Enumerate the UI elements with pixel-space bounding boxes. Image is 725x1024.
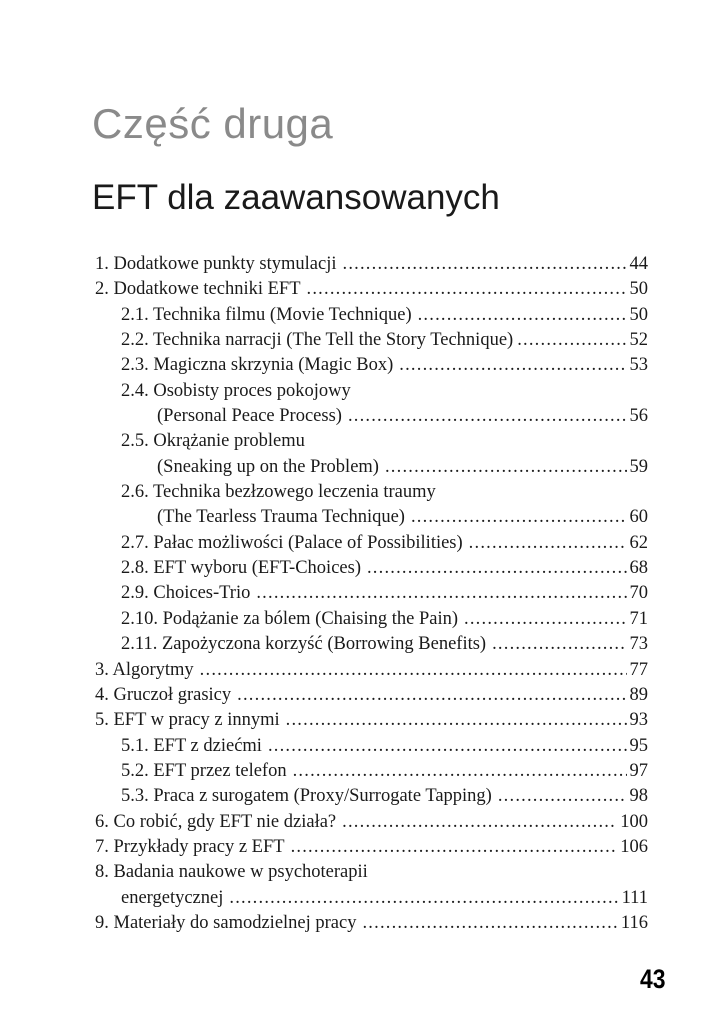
toc-entry-title: 6. Co robić, gdy EFT nie działa? <box>95 811 337 832</box>
toc-entry-title: 7. Przykłady pracy z EFT <box>95 836 285 857</box>
toc-entry-page: 116 <box>620 912 648 933</box>
toc-entry-title: 2.2. Technika narracji (The Tell the Story Technique) <box>121 330 514 351</box>
toc-entry <box>95 429 648 454</box>
toc-entry-page: 56 <box>629 406 648 427</box>
part-title: Część druga <box>92 100 334 147</box>
toc-entry <box>95 581 648 606</box>
toc-entry <box>95 531 648 556</box>
toc-entry-page: 71 <box>629 608 648 629</box>
toc-entry <box>95 353 648 378</box>
toc-dot-leader <box>492 632 626 657</box>
toc-dot-leader <box>399 353 626 378</box>
toc-entry-page: 50 <box>629 279 648 300</box>
toc-entry-title: energetycznej <box>121 887 224 908</box>
toc-dot-leader <box>464 607 626 632</box>
toc-entry <box>95 379 648 404</box>
toc-entry-title: 2.3. Magiczna skrzynia (Magic Box) <box>121 355 394 376</box>
toc-dot-leader <box>362 911 617 936</box>
toc-entry-title: 2.5. Okrążanie problemu <box>121 431 305 452</box>
toc-entry-title: 2.8. EFT wyboru (EFT-Choices) <box>121 558 361 579</box>
toc-entry-page: 53 <box>629 355 648 376</box>
toc-entry <box>95 784 648 809</box>
toc-entry <box>95 404 648 429</box>
toc-dot-leader <box>293 759 627 784</box>
toc-entry-title: 5. EFT w pracy z innymi <box>95 710 280 731</box>
toc-entry <box>95 556 648 581</box>
toc-entry <box>95 759 648 784</box>
toc-entry-title: 2.7. Pałac możliwości (Palace of Possibilities) <box>121 532 463 553</box>
toc-dot-leader <box>229 886 618 911</box>
toc-entry-title: 9. Materiały do samodzielnej pracy <box>95 912 357 933</box>
toc-entry-page: 52 <box>629 330 648 351</box>
toc-entry <box>95 683 648 708</box>
toc-entry-title: 8. Badania naukowe w psychoterapii <box>95 862 368 883</box>
toc-entry <box>95 607 648 632</box>
toc-entry-title: 3. Algorytmy <box>95 659 194 680</box>
toc-dot-leader <box>418 303 627 328</box>
toc-entry <box>95 835 648 860</box>
toc-entry-title: 2.9. Choices-Trio <box>121 583 251 604</box>
toc-entry-title: (The Tearless Trauma Technique) <box>157 507 405 528</box>
toc-entry <box>95 708 648 733</box>
toc-entry-page: 62 <box>629 532 648 553</box>
toc-entry-page: 93 <box>629 710 648 731</box>
toc-entry <box>95 455 648 480</box>
toc-dot-leader <box>517 328 626 353</box>
toc-entry-title: 5.3. Praca z surogatem (Proxy/Surrogate Tapping) <box>121 786 492 807</box>
toc-entry-title: (Sneaking up on the Problem) <box>157 456 379 477</box>
toc-dot-leader <box>256 581 626 606</box>
toc-entry-title: 2.1. Technika filmu (Movie Technique) <box>121 304 412 325</box>
toc-entry-page: 70 <box>629 583 648 604</box>
toc-entry <box>95 734 648 759</box>
toc-dot-leader <box>200 658 627 683</box>
toc-entry <box>95 860 648 885</box>
toc-dot-leader <box>291 835 618 860</box>
part-subtitle: EFT dla zaawansowanych <box>92 178 500 217</box>
toc-entry <box>95 252 648 277</box>
toc-dot-leader <box>342 810 617 835</box>
toc-entry-page: 89 <box>629 684 648 705</box>
toc-dot-leader <box>307 277 627 302</box>
toc-entry-title: 2.11. Zapożyczona korzyść (Borrowing Benefits) <box>121 634 487 655</box>
toc-entry-page: 68 <box>629 558 648 579</box>
toc-dot-leader <box>343 252 627 277</box>
toc-dot-leader <box>268 734 627 759</box>
toc-entry-page: 77 <box>629 659 648 680</box>
toc-dot-leader <box>367 556 627 581</box>
toc-entry <box>95 480 648 505</box>
toc-entry <box>95 505 648 530</box>
toc-entry-title: 4. Gruczoł grasicy <box>95 684 232 705</box>
page-number: 43 <box>640 964 666 994</box>
toc-entry <box>95 810 648 835</box>
toc-entry-page: 111 <box>621 887 648 908</box>
toc-entry-page: 73 <box>629 634 648 655</box>
toc-entry-title: (Personal Peace Process) <box>157 406 342 427</box>
toc-entry-page: 44 <box>629 254 648 274</box>
toc-entry <box>95 328 648 353</box>
toc-dot-leader <box>411 505 627 530</box>
toc-dot-leader <box>348 404 627 429</box>
toc-dot-leader <box>286 708 627 733</box>
toc-entry-title: 1. Dodatkowe punkty stymulacji <box>95 254 337 274</box>
toc-entry-page: 98 <box>629 786 648 807</box>
toc-entry <box>95 277 648 302</box>
toc-entry-title: 5.2. EFT przez telefon <box>121 760 287 781</box>
table-of-contents <box>95 252 648 936</box>
toc-entry-title: 2. Dodatkowe techniki EFT <box>95 279 301 300</box>
toc-entry-title: 5.1. EFT z dziećmi <box>121 735 262 756</box>
toc-entry-title: 2.10. Podążanie za bólem (Chaising the Pain) <box>121 608 459 629</box>
toc-entry <box>95 632 648 657</box>
toc-entry-page: 106 <box>620 836 648 857</box>
toc-dot-leader <box>237 683 626 708</box>
toc-entry <box>95 303 648 328</box>
toc-entry-title: 2.6. Technika bezłzowego leczenia traumy <box>121 482 436 503</box>
toc-dot-leader <box>469 531 627 556</box>
toc-entry-page: 50 <box>629 304 648 325</box>
toc-entry-page: 60 <box>629 507 648 528</box>
toc-entry-page: 59 <box>629 456 648 477</box>
toc-entry-title: 2.4. Osobisty proces pokojowy <box>121 380 351 401</box>
toc-dot-leader <box>385 455 627 480</box>
toc-entry-page: 97 <box>629 760 648 781</box>
toc-entry-page: 100 <box>620 811 648 832</box>
toc-dot-leader <box>498 784 627 809</box>
toc-entry <box>95 911 648 936</box>
toc-entry-page: 95 <box>629 735 648 756</box>
toc-entry <box>95 886 648 911</box>
toc-entry <box>95 658 648 683</box>
